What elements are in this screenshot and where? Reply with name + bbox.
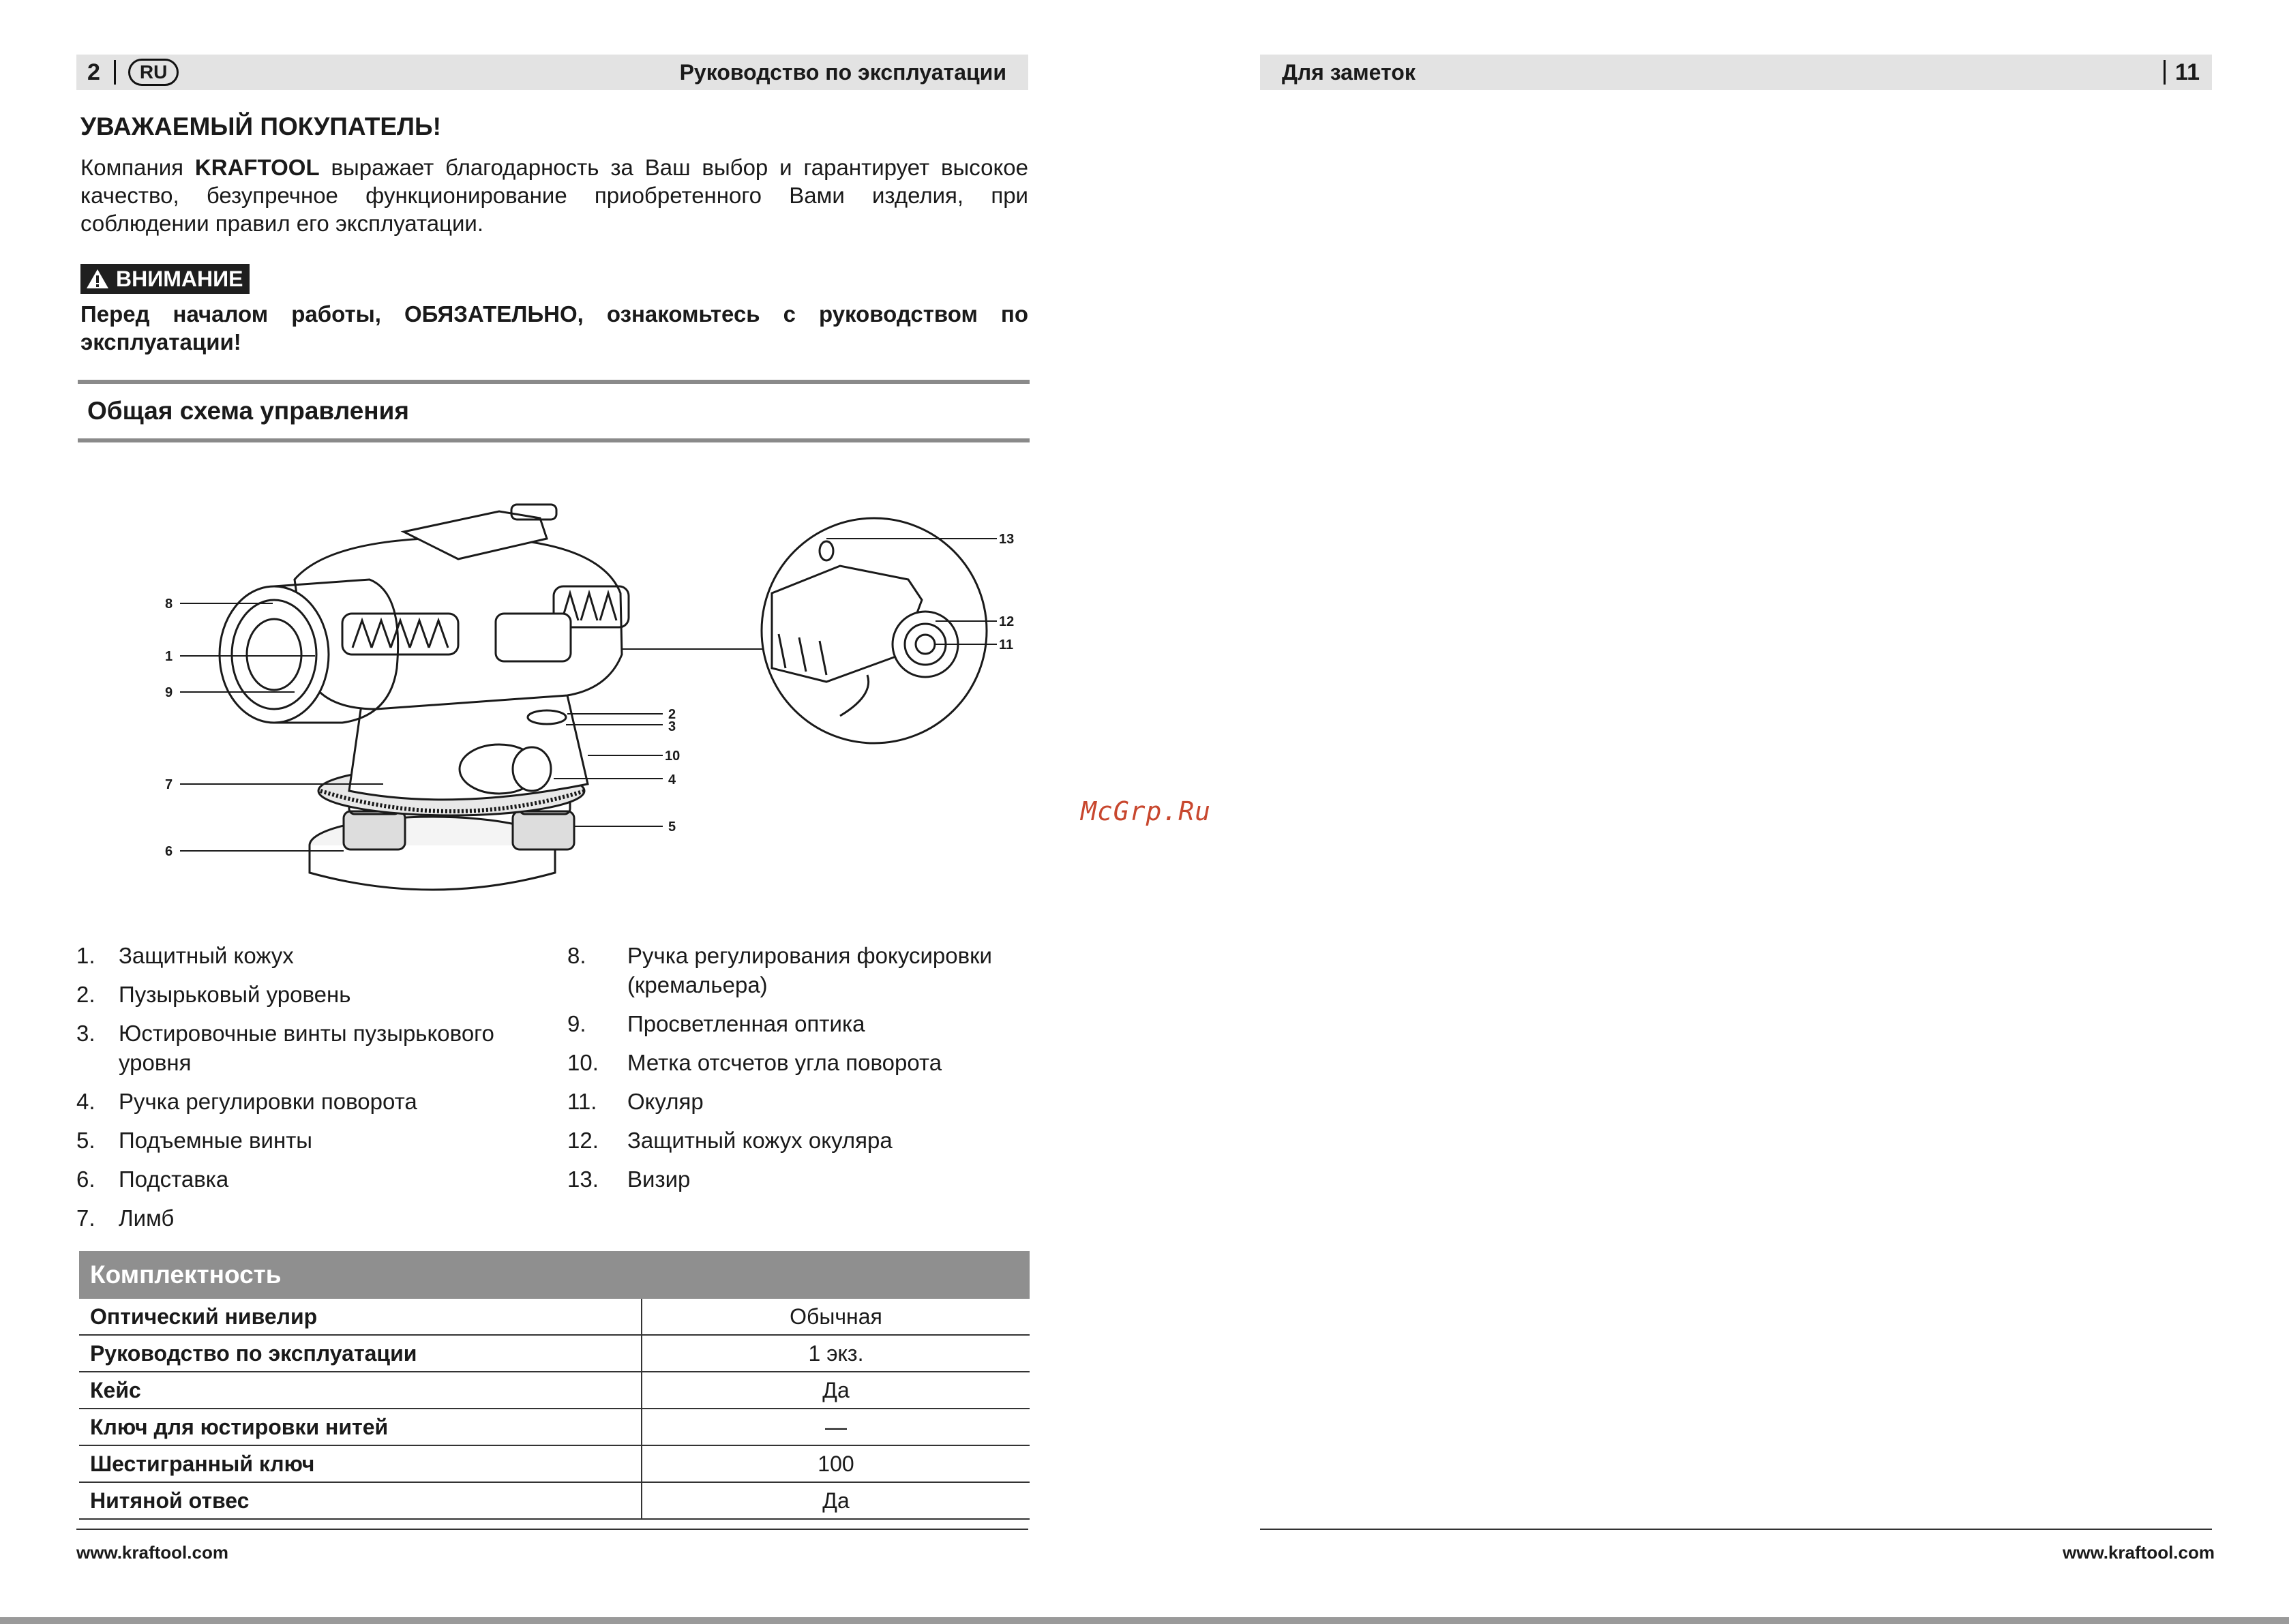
part-text: Ручка регулировки поворота (119, 1089, 417, 1114)
part-number: 1. (76, 943, 95, 968)
page-header (1260, 55, 2212, 90)
part-text: Ручка регулирования фокусировки (кремальера) (627, 943, 992, 997)
list-item (567, 1126, 1045, 1155)
kit-item-name: Ключ для юстировки нитей (79, 1409, 642, 1445)
intro-paragraph (80, 153, 1028, 237)
kit-item-value: Да (822, 1488, 850, 1513)
list-item (567, 1048, 1045, 1077)
list-item (76, 1203, 567, 1233)
optical-level-diagram (117, 491, 1072, 900)
callout-13: 13 (999, 532, 1015, 547)
part-number: 3. (76, 1021, 95, 1046)
list-item (76, 1126, 567, 1155)
warning-triangle-icon (86, 269, 109, 289)
intro-after: выражает благодарность за Ваш выбор и гарантирует высокое качество, безупречное функционирование приобретенного Вами изделия, при соблюдении правил его эксплуатации. (80, 155, 1028, 236)
part-text: Подставка (119, 1167, 229, 1192)
footer-divider (1260, 1529, 2212, 1530)
kit-item-name: Руководство по эксплуатации (79, 1336, 642, 1371)
part-text: Защитный кожух окуляра (627, 1128, 893, 1153)
callout-6: 6 (165, 844, 173, 859)
warning-text: Перед началом работы, ОБЯЗАТЕЛЬНО, ознакомьтесь с руководством по эксплуатации! (80, 301, 1028, 355)
header-divider (114, 60, 116, 85)
part-number: 13. (567, 1167, 599, 1192)
list-item (76, 980, 567, 1009)
header-divider (2164, 60, 2166, 85)
table-row (79, 1483, 1030, 1520)
part-text: Защитный кожух (119, 943, 294, 968)
callout-10: 10 (665, 749, 680, 764)
callout-5: 5 (668, 819, 676, 834)
list-item (76, 1087, 567, 1116)
kit-item-name: Кейс (79, 1372, 642, 1408)
header-title: Руководство по эксплуатации (679, 59, 1006, 85)
right-page (1260, 0, 2215, 1624)
footer-link[interactable]: www.kraftool.com (76, 1542, 228, 1563)
intro-before: Компания (80, 155, 195, 180)
table-row (79, 1299, 1030, 1336)
callout-9: 9 (165, 685, 173, 700)
table-row (79, 1336, 1030, 1372)
warning-label: ВНИМАНИЕ (116, 266, 243, 291)
part-text: Визир (627, 1167, 691, 1192)
kit-item-value: 100 (818, 1451, 854, 1476)
list-item (76, 941, 567, 970)
list-item (567, 1087, 1045, 1116)
page-header (76, 55, 1028, 90)
table-row (79, 1446, 1030, 1483)
callout-11: 11 (999, 637, 1014, 652)
callout-12: 12 (999, 614, 1015, 629)
kit-table-title: Комплектность (79, 1251, 1030, 1299)
list-item (567, 1164, 1045, 1194)
callout-1: 1 (165, 649, 173, 664)
part-number: 5. (76, 1128, 95, 1153)
part-text: Просветленная оптика (627, 1011, 865, 1036)
part-number: 2. (76, 982, 95, 1007)
list-item (567, 1009, 1045, 1038)
callout-4: 4 (668, 772, 676, 787)
parts-list-column-2 (567, 941, 1045, 1203)
kit-item-name: Оптический нивелир (79, 1299, 642, 1334)
table-row (79, 1409, 1030, 1446)
kit-item-value: Обычная (790, 1304, 882, 1329)
kit-item-name: Шестигранный ключ (79, 1446, 642, 1482)
footer-link[interactable]: www.kraftool.com (2063, 1542, 2215, 1563)
callout-3: 3 (668, 719, 676, 734)
bottom-edge (0, 1617, 2289, 1624)
page-number-group (2164, 59, 2200, 86)
left-page (76, 0, 1031, 1624)
watermark: McGrp.Ru (1081, 796, 1212, 826)
page-number: 11 (2175, 59, 2200, 85)
parts-list-column-1 (76, 941, 567, 1242)
part-text: Пузырьковый уровень (119, 982, 351, 1007)
part-text: Подъемные винты (119, 1128, 313, 1153)
section-heading (78, 380, 1030, 442)
page-number: 2 (87, 59, 100, 85)
part-number: 4. (76, 1089, 95, 1114)
part-text: Метка отсчетов угла поворота (627, 1050, 942, 1075)
kit-item-name: Нитяной отвес (79, 1483, 642, 1518)
list-item (76, 1164, 567, 1194)
part-text: Лимб (119, 1205, 175, 1231)
table-row (79, 1372, 1030, 1409)
part-number: 9. (567, 1011, 586, 1036)
part-text: Окуляр (627, 1089, 704, 1114)
warning-badge (80, 264, 250, 294)
kit-table (79, 1251, 1030, 1520)
list-item (76, 1019, 567, 1077)
part-number: 8. (567, 943, 586, 968)
kit-item-value: 1 экз. (808, 1340, 864, 1366)
callout-8: 8 (165, 597, 173, 612)
part-number: 7. (76, 1205, 95, 1231)
brand-name: KRAFTOOL (194, 155, 320, 180)
part-number: 11. (567, 1089, 597, 1114)
kit-item-value: Да (822, 1377, 850, 1402)
part-number: 12. (567, 1128, 599, 1153)
part-number: 10. (567, 1050, 599, 1075)
callout-2: 2 (668, 707, 676, 722)
kit-item-value: — (825, 1414, 847, 1439)
section-title: Общая схема управления (87, 397, 409, 425)
callout-7: 7 (165, 777, 173, 792)
part-text: Юстировочные винты пузырькового уровня (119, 1021, 494, 1075)
greeting-heading: УВАЖАЕМЫЙ ПОКУПАТЕЛЬ! (80, 112, 441, 140)
header-title: Для заметок (1282, 59, 1416, 85)
footer-divider (76, 1529, 1028, 1530)
part-number: 6. (76, 1167, 95, 1192)
list-item (567, 941, 1045, 999)
language-badge: RU (128, 59, 179, 86)
